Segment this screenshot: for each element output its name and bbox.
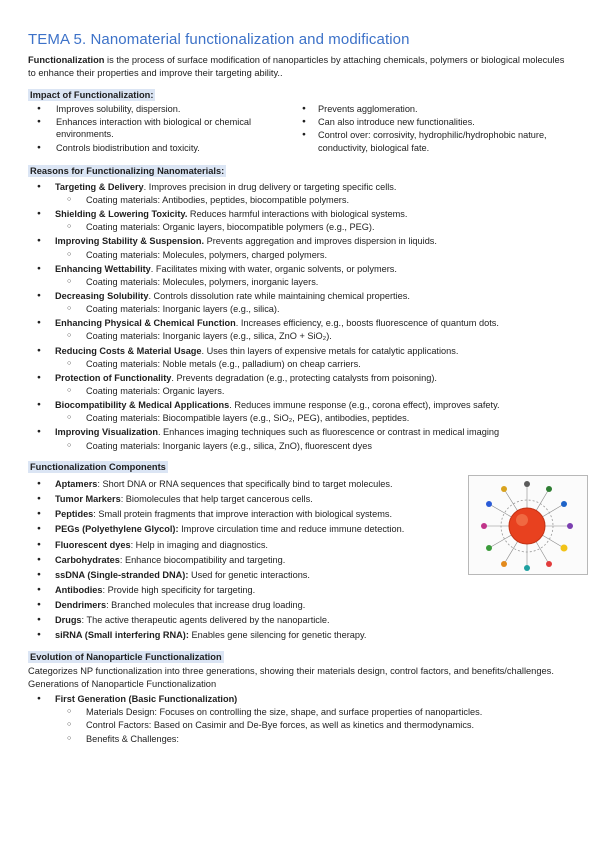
reason-sublist [55, 194, 572, 206]
intro-text: is the process of surface modification of nanoparticles by attaching chemicals, polymers or biological molecules to enhance their properties and improve their targeting ability.. [28, 54, 565, 78]
components-heading: Functionalization Components [30, 461, 166, 472]
component-desc: Used for genetic interactions. [188, 569, 310, 580]
generation-detail: ○ Benefits & Challenges: [55, 733, 572, 745]
reason-desc: . Prevents degradation (e.g., protecting catalysts from poisoning). [171, 372, 437, 383]
reason-title: Protection of Functionality [55, 372, 172, 383]
reason-coating: ○ Coating materials: Inorganic layers (e.g., silica, ZnO + SiO₂). [55, 330, 572, 342]
reason-desc: . Reduces immune response (e.g., corona effect), improves safety. [229, 400, 500, 411]
reason-sublist [55, 276, 572, 288]
evolution-heading: Evolution of Nanoparticle Functionalization [30, 651, 222, 662]
reason-desc: . Controls dissolution rate while maintaining chemical properties. [148, 291, 410, 302]
reason-sublist [55, 303, 572, 315]
reason-sublist [55, 330, 572, 342]
reason-coating: ○ Coating materials: Molecules, polymers, charged polymers. [55, 249, 572, 261]
reason-coating: ○ Coating materials: Organic layers. [55, 385, 572, 397]
reason-item [28, 399, 572, 424]
component-title: Aptamers [55, 479, 98, 489]
component-item [28, 629, 572, 641]
reasons-section [28, 165, 572, 452]
reason-item [28, 235, 572, 260]
reason-coating: ○ Coating materials: Biocompatible layers (e.g., SiO₂, PEG), antibodies, peptides. [55, 412, 572, 424]
reason-coating: ○ Coating materials: Molecules, polymers, inorganic layers. [55, 276, 572, 288]
reason-desc: . Uses thin layers of expensive metals for catalytic applications. [201, 345, 459, 356]
evolution-section [28, 651, 572, 745]
impact-item: ● Prevents agglomeration. [300, 103, 572, 115]
reason-desc: Prevents aggregation and improves dispersion in liquids. [204, 236, 437, 247]
reason-item [28, 181, 572, 206]
component-desc: : Small protein fragments that improve interaction with biological systems. [93, 509, 393, 520]
reason-sublist [55, 440, 572, 452]
impact-item: ● Can also introduce new functionalities. [300, 116, 572, 128]
reason-desc: . Increases efficiency, e.g., boosts fluorescence of quantum dots. [235, 318, 499, 329]
component-title: Tumor Markers [55, 494, 121, 505]
reason-desc: . Improves precision in drug delivery or targeting specific cells. [143, 181, 397, 192]
reason-sublist [55, 221, 572, 233]
reason-desc: . Facilitates mixing with water, organic solvents, or polymers. [150, 263, 397, 274]
reason-desc: Reduces harmful interactions with biological systems. [187, 209, 408, 220]
component-desc: : Short DNA or RNA sequences that specifically bind to target molecules. [97, 479, 393, 489]
component-title: Carbohydrates [55, 554, 120, 565]
reason-item [28, 208, 572, 233]
reason-coating: ○ Coating materials: Antibodies, peptides, biocompatible polymers. [55, 194, 572, 206]
components-section [28, 461, 572, 642]
component-title: Antibodies [55, 584, 103, 595]
component-title: Dendrimers [55, 600, 107, 611]
component-title: Peptides [55, 509, 94, 520]
generation-title: First Generation (Basic Functionalization) [55, 694, 238, 705]
impact-section [28, 89, 572, 155]
impact-right-column [300, 103, 572, 155]
component-title: Fluorescent dyes [55, 539, 131, 550]
reason-sublist [55, 249, 572, 261]
reasons-heading: Reasons for Functionalizing Nanomaterials: [30, 165, 225, 176]
component-title: PEGs (Polyethylene Glycol): [55, 524, 179, 535]
reason-item [28, 372, 572, 397]
reason-sublist [55, 358, 572, 370]
nanoparticle-illustration [469, 476, 587, 574]
page-title: TEMA 5. Nanomaterial functionalization and modification [28, 31, 410, 48]
impact-heading: Impact of Functionalization: [30, 89, 154, 100]
reason-item [28, 345, 572, 370]
intro-term: Functionalization [28, 54, 105, 65]
reason-title: Shielding & Lowering Toxicity. [55, 209, 188, 220]
component-desc: Improve circulation time and reduce immune detection. [178, 524, 405, 535]
impact-left-column [28, 103, 300, 155]
component-desc: : Help in imaging and diagnostics. [130, 539, 268, 550]
component-desc: : Biomolecules that help target cancerous cells. [120, 494, 313, 505]
reason-title: Biocompatibility & Medical Applications [55, 400, 230, 411]
generation-item [28, 693, 572, 745]
reason-coating: ○ Coating materials: Organic layers, biocompatible polymers (e.g., PEG). [55, 221, 572, 233]
reason-sublist [55, 412, 572, 424]
generation-detail: ○ Materials Design: Focuses on controlling the size, shape, and surface properties of nanoparticles. [55, 706, 572, 718]
reason-coating: ○ Coating materials: Inorganic layers (e.g., silica, ZnO), fluorescent dyes [55, 440, 572, 452]
intro-paragraph [28, 54, 572, 80]
component-desc: : Enhance biocompatibility and targeting. [119, 554, 286, 565]
reason-title: Targeting & Delivery [55, 181, 144, 192]
reason-title: Enhancing Wettability [55, 263, 151, 274]
reason-title: Improving Stability & Suspension. [55, 236, 205, 247]
impact-item: ● Improves solubility, dispersion. [28, 103, 300, 115]
reason-item [28, 426, 572, 451]
reason-sublist [55, 385, 572, 397]
component-item [28, 599, 572, 611]
impact-item: ● Control over: corrosivity, hydrophilic/hydrophobic nature, conductivity, biological fate. [300, 129, 572, 153]
reason-coating: ○ Coating materials: Noble metals (e.g., palladium) on cheap carriers. [55, 358, 572, 370]
reasons-list [28, 181, 572, 452]
reason-desc: . Enhances imaging techniques such as fluorescence or contrast in medical imaging [157, 427, 500, 438]
generation-detail: ○ Control Factors: Based on Casimir and De-Bye forces, as well as kinetics and thermodynamics. [55, 719, 572, 731]
component-desc: : Branched molecules that increase drug loading. [106, 600, 306, 611]
reason-item [28, 263, 572, 288]
reason-title: Enhancing Physical & Chemical Function [55, 318, 236, 329]
impact-item: ● Controls biodistribution and toxicity. [28, 142, 300, 154]
evolution-list [28, 693, 572, 745]
component-desc: : The active therapeutic agents delivered by the nanoparticle. [81, 615, 330, 626]
component-title: siRNA (Small interfering RNA): [55, 630, 189, 641]
impact-item: ● Enhances interaction with biological or chemical environments. [28, 116, 300, 140]
component-title: ssDNA (Single-stranded DNA): [55, 569, 189, 580]
nanoparticle-figure [468, 475, 588, 575]
reason-title: Reducing Costs & Material Usage [55, 345, 202, 356]
component-desc: Enables gene silencing for genetic therapy. [188, 630, 367, 641]
reason-title: Decreasing Solubility [55, 291, 149, 302]
evolution-text: Categorizes NP functionalization into three generations, showing their materials design, control factors, and benefits/challenges. Generations of Nanoparticle Functionalization [28, 665, 554, 689]
reason-title: Improving Visualization [55, 427, 158, 438]
component-item [28, 614, 572, 626]
component-title: Drugs [55, 615, 82, 626]
reason-item [28, 290, 572, 315]
component-item [28, 584, 572, 596]
reason-coating: ○ Coating materials: Inorganic layers (e.g., silica). [55, 303, 572, 315]
reason-item [28, 317, 572, 342]
component-desc: : Provide high specificity for targeting. [102, 584, 256, 595]
